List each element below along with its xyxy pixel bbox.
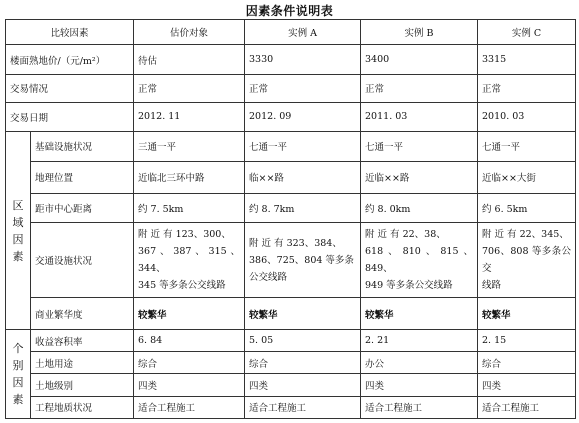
cell-case-b: 3400: [361, 45, 478, 75]
cell-line: 线路: [482, 280, 502, 292]
cell-line: 618、810、815、849、: [365, 246, 474, 275]
cell-subject: 6. 84: [134, 330, 245, 352]
row-label: 收益容积率: [31, 330, 134, 352]
row-label: 距市中心距离: [31, 193, 134, 223]
table-row: [6, 132, 576, 162]
cell-case-b: 较繁华: [361, 298, 478, 330]
cell-case-c: 较繁华: [478, 298, 576, 330]
cell-line: 附 近 有 123、300、: [138, 229, 231, 241]
cell-line: 附 近 有 323、384、: [249, 237, 342, 249]
table-row: [6, 223, 576, 298]
cell-subject: 正常: [134, 75, 245, 103]
cell-case-c: 2010. 03: [478, 102, 576, 132]
row-label: 交易日期: [6, 102, 134, 132]
cell-case-a: 约 8. 7km: [245, 193, 361, 223]
table-row: [6, 75, 576, 103]
cell-line: 公交线路: [249, 271, 288, 283]
cell-case-c: 综合: [478, 352, 576, 374]
cell-case-c: [478, 223, 576, 298]
cell-case-b: 2. 21: [361, 330, 478, 352]
group-char: 素: [12, 393, 24, 407]
cell-line: 949 等多条公交线路: [365, 280, 453, 292]
cell-case-a: 正常: [245, 75, 361, 103]
group-label-regional: [6, 132, 31, 330]
cell-case-a: 七通一平: [245, 132, 361, 162]
cell-line: 367、387、315、344、: [138, 246, 241, 275]
group-label-individual: [6, 330, 31, 419]
table-row: [6, 298, 576, 330]
cell-subject: 综合: [134, 352, 245, 374]
cell-case-b: 2011. 03: [361, 102, 478, 132]
cell-subject: [134, 223, 245, 298]
group-char: 区: [12, 198, 24, 212]
cell-line: 706、808 等多条公交: [482, 246, 572, 275]
group-char: 别: [12, 359, 24, 373]
cell-line: 386、725、804 等多条: [249, 254, 354, 266]
cell-case-a: 较繁华: [245, 298, 361, 330]
row-label: 土地级别: [31, 374, 134, 396]
cell-case-c: 四类: [478, 374, 576, 396]
table-row: [6, 396, 576, 418]
cell-case-b: 七通一平: [361, 132, 478, 162]
table-row: [6, 193, 576, 223]
group-char: 素: [12, 249, 24, 263]
cell-case-a: 综合: [245, 352, 361, 374]
cell-subject: 三通一平: [134, 132, 245, 162]
cell-case-b: 近临××路: [361, 161, 478, 193]
cell-line: 附 近 有 22、345、: [482, 229, 569, 241]
cell-case-b: 约 8. 0km: [361, 193, 478, 223]
cell-case-c: 近临××大街: [478, 161, 576, 193]
cell-subject: 约 7. 5km: [134, 193, 245, 223]
cell-case-a: 适合工程施工: [245, 396, 361, 418]
table-header-row: [6, 20, 576, 45]
cell-case-a: [245, 223, 361, 298]
row-label: 基础设施状况: [31, 132, 134, 162]
table-row: [6, 102, 576, 132]
cell-case-c: 七通一平: [478, 132, 576, 162]
header-case-a: 实例 A: [245, 20, 361, 45]
factor-table: [5, 19, 576, 419]
row-label: 工程地质状况: [31, 396, 134, 418]
header-factor: 比较因素: [6, 20, 134, 45]
row-label: 交易情况: [6, 75, 134, 103]
table-row: [6, 374, 576, 396]
cell-subject: 2012. 11: [134, 102, 245, 132]
cell-case-a: 5. 05: [245, 330, 361, 352]
cell-case-c: 约 6. 5km: [478, 193, 576, 223]
cell-case-c: 适合工程施工: [478, 396, 576, 418]
group-char: 因: [12, 376, 24, 390]
table-row: [6, 45, 576, 75]
cell-subject: 较繁华: [134, 298, 245, 330]
cell-case-c: 2. 15: [478, 330, 576, 352]
cell-case-b: 适合工程施工: [361, 396, 478, 418]
header-subject: 估价对象: [134, 20, 245, 45]
table-title: 因素条件说明表: [245, 4, 334, 18]
cell-line: 附 近 有 22、38、: [365, 229, 446, 241]
cell-case-b: 正常: [361, 75, 478, 103]
row-label: 楼面熟地价/（元/m²）: [6, 45, 134, 75]
cell-case-a: 3330: [245, 45, 361, 75]
cell-case-a: 2012. 09: [245, 102, 361, 132]
cell-case-a: 临××路: [245, 161, 361, 193]
row-label: 商业繁华度: [31, 298, 134, 330]
group-char: 因: [12, 232, 24, 246]
table-row: [6, 330, 576, 352]
table-row: [6, 352, 576, 374]
row-label: 土地用途: [31, 352, 134, 374]
header-case-c: 实例 C: [478, 20, 576, 45]
cell-case-b: 办公: [361, 352, 478, 374]
cell-subject: 四类: [134, 374, 245, 396]
cell-case-b: 四类: [361, 374, 478, 396]
cell-subject: 近临北三环中路: [134, 161, 245, 193]
cell-case-b: [361, 223, 478, 298]
row-label: 交通设施状况: [31, 223, 134, 298]
cell-line: 345 等多条公交线路: [138, 280, 226, 292]
table-row: [6, 161, 576, 193]
header-case-b: 实例 B: [361, 20, 478, 45]
cell-case-c: 正常: [478, 75, 576, 103]
cell-case-c: 3315: [478, 45, 576, 75]
row-label: 地理位置: [31, 161, 134, 193]
group-char: 个: [12, 342, 24, 356]
cell-case-a: 四类: [245, 374, 361, 396]
cell-subject: 待估: [134, 45, 245, 75]
cell-subject: 适合工程施工: [134, 396, 245, 418]
group-char: 域: [12, 215, 24, 229]
